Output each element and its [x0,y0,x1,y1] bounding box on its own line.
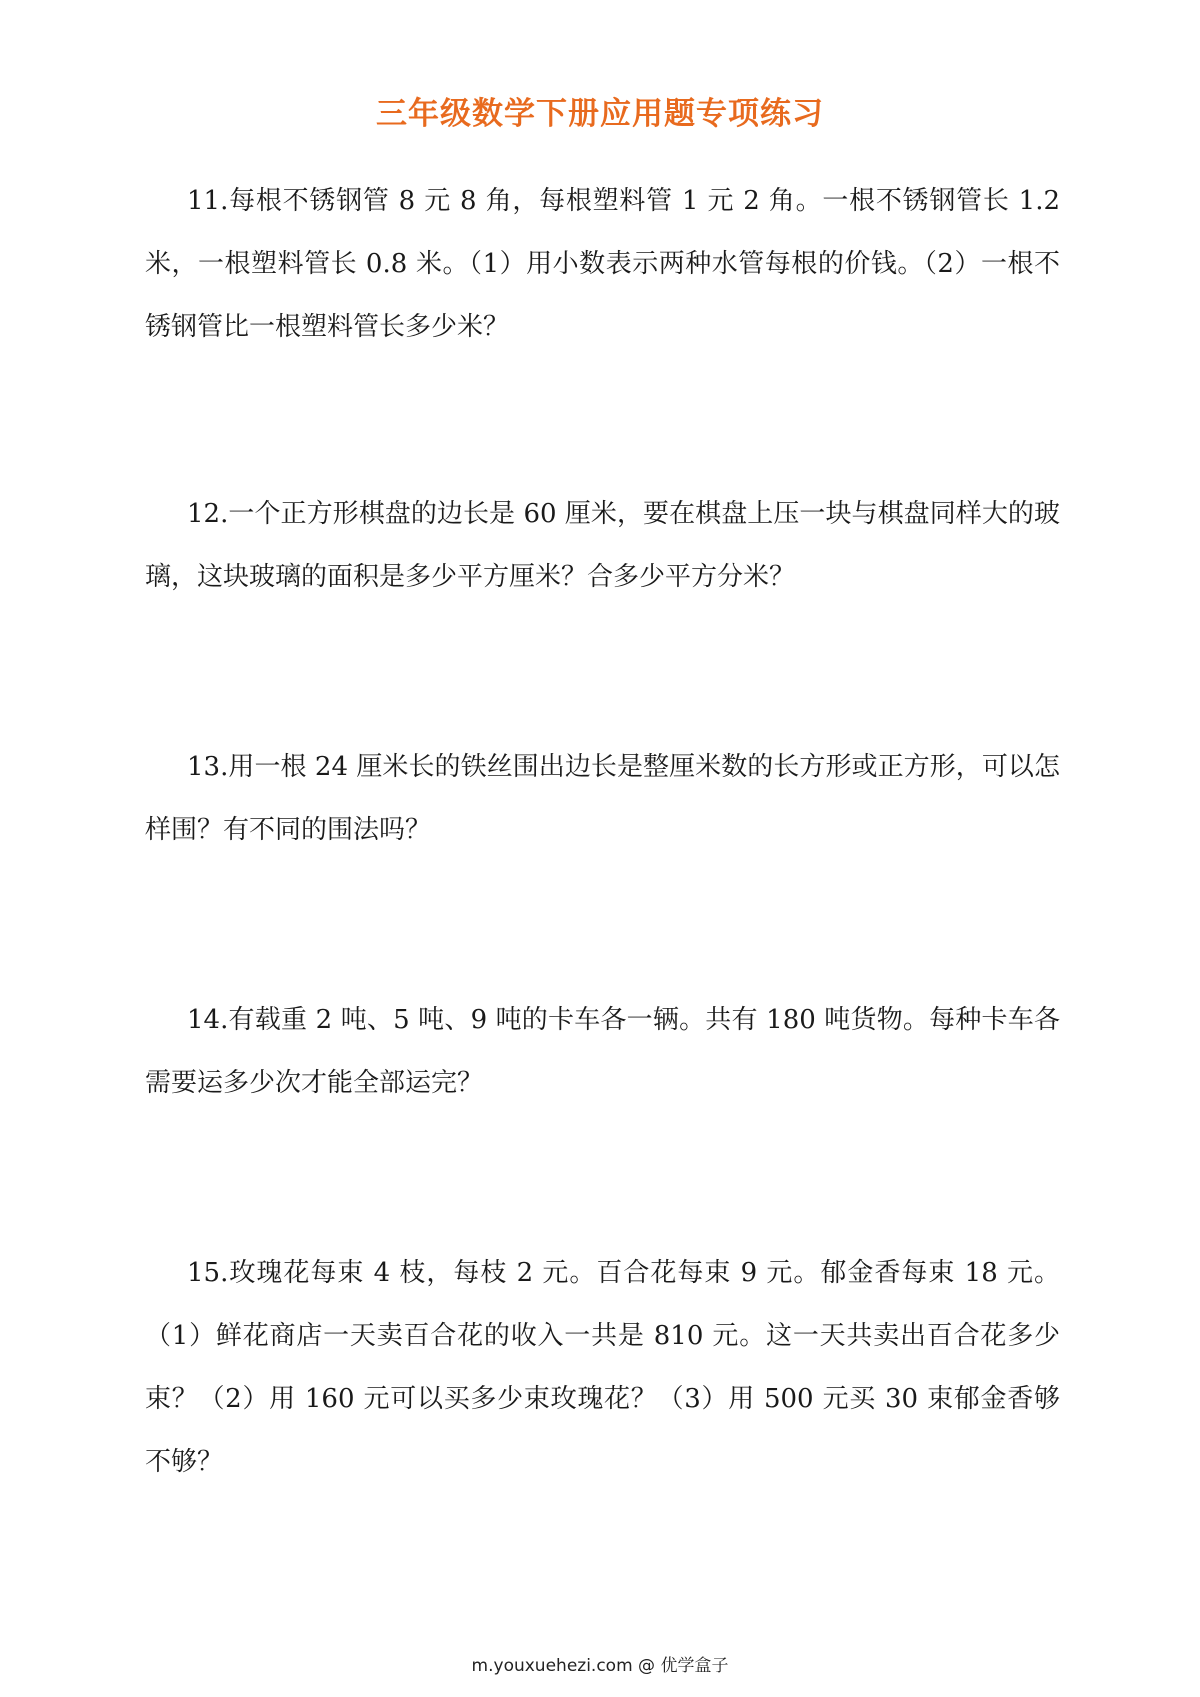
problem-14: 14.有载重 2 吨、5 吨、9 吨的卡车各一辆。共有 180 吨货物。每种卡车各需要运多少次才能全部运完？ [145,1005,1060,1098]
problem-13: 13.用一根 24 厘米长的铁丝围出边长是整厘米数的长方形或正方形，可以怎样围？有不同的围法吗？ [145,752,1060,845]
footer-watermark: m.youxuehezi.com @ 优学盒子 [471,1656,729,1676]
problem-12: 12.一个正方形棋盘的边长是 60 厘米，要在棋盘上压一块与棋盘同样大的玻璃，这块玻璃的面积是多少平方厘米？合多少平方分米？ [145,499,1060,592]
page-title: 三年级数学下册应用题专项练习 [376,96,824,132]
problem-11: 11.每根不锈钢管 8 元 8 角，每根塑料管 1 元 2 角。一根不锈钢管长 1.2 米，一根塑料管长 0.8 米。（1）用小数表示两种水管每根的价钱。（2）一根不锈钢管比一根塑料管长多少米？ [145,186,1060,342]
problem-15: 15.玫瑰花每束 4 枝，每枝 2 元。百合花每束 9 元。郁金香每束 18 元。（1）鲜花商店一天卖百合花的收入一共是 810 元。这一天共卖出百合花多少束？（2）用 160 元可以买多少束玫瑰花？（3）用 500 元买 30 束郁金香够不够？ [145,1258,1060,1477]
